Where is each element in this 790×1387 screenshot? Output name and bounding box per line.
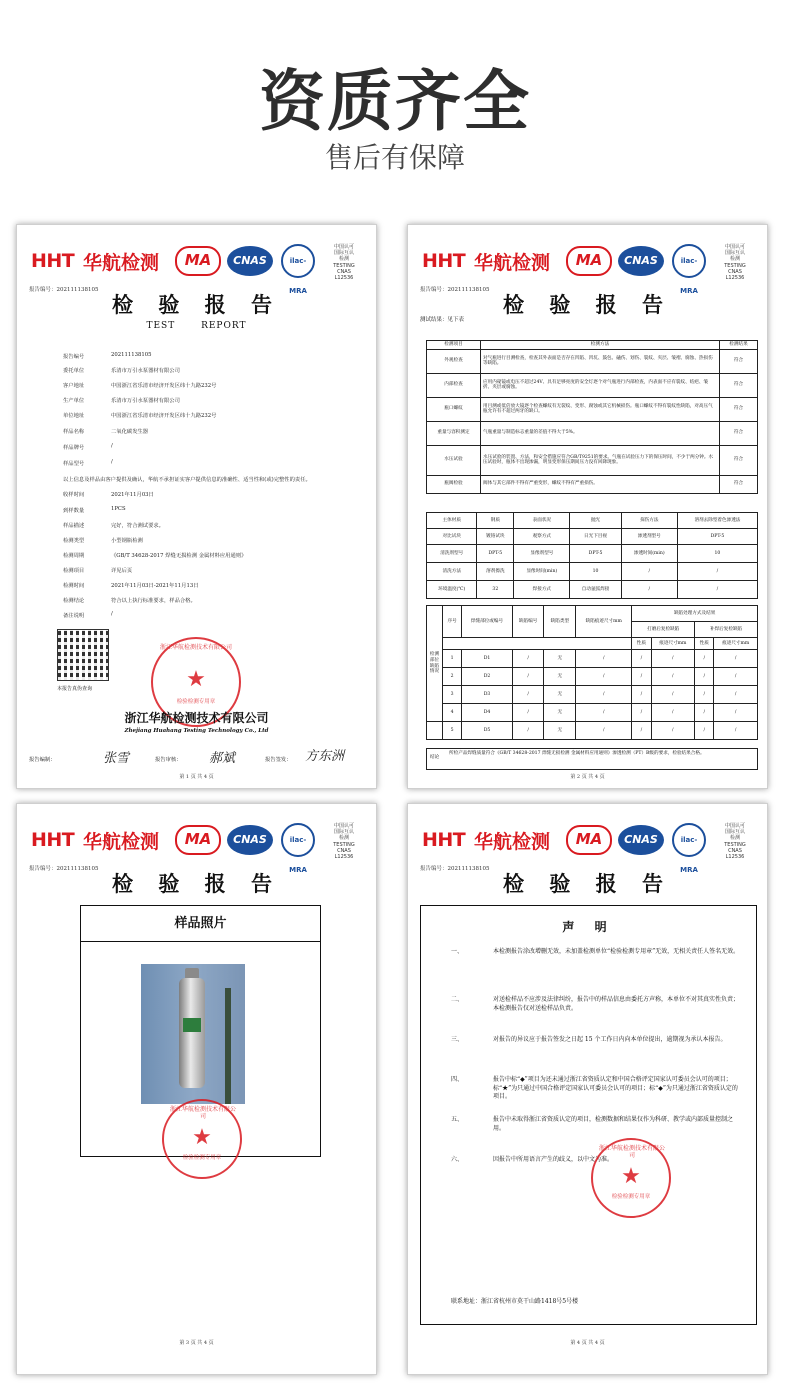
- cnas-accreditation-text: 中国认可 国际互认 检测 TESTING CNAS L12536: [724, 823, 746, 861]
- report-page-2: [407, 224, 768, 789]
- signature: 张雪: [103, 751, 130, 766]
- cma-logo: MA: [566, 825, 612, 855]
- ilac-logo: ilac-MRA: [672, 823, 706, 857]
- table-row: 内部检查 应用内窥镜或电压不超过24V、具有足够亮度的安全灯逐个对气瓶进行内部检查，内表面不应有裂纹、结疤、皱折、夹层或腐蚀。 符合: [427, 373, 758, 397]
- report-title: 检 验 报 告: [112, 871, 281, 896]
- report-title: 检 验 报 告: [503, 871, 672, 896]
- table-row: 5 D5 / 无 / / / / /: [427, 722, 758, 740]
- page-subtitle: 售后有保障: [324, 141, 465, 174]
- table-row: 2 D2 / 无 / / / / /: [427, 668, 758, 686]
- defects-table: 检测部位缺陷情况 序号 焊缝部位或编号 缺陷编号 缺陷类型 缺陷痕迹尺寸mm 缺陷处理方式及结果 打磨后复检缺陷 补焊后复检缺陷 性质 痕迹尺寸mm 性质 痕迹尺寸mm 1 D1 / 无 / / / / / 2 D2 / 无 / / / / / 3 D3 / 无 / / / / / 4 D4 / 无 / / / / / 5 D5 / 无 / / / / /: [426, 605, 758, 740]
- hht-logo: HHT: [422, 250, 466, 272]
- cma-logo: MA: [175, 246, 221, 276]
- table-row: 主体材质 钢质 表面状况 抛光 探伤方法 溶剂去除型着色渗透法: [427, 513, 758, 529]
- page-number: 第 1 页 共 4 页: [179, 774, 214, 780]
- table-row: 瓶口螺纹 用目测或低倍放大镜逐个检查螺纹有无裂纹、变形、腐蚀或其它机械损伤。瓶口螺纹不得有裂纹性缺陷，对高压气瓶允许有不超过两牙的缺口。 符合: [427, 397, 758, 421]
- report-number: 报告编号：202111138105: [29, 287, 99, 293]
- report-page-1: HHT 华航检测 MA CNAS ilac-MRA 中国认可 国际互认 检测 TESTING CNAS L12536 报告编号：202111138105 检 验 报 告 TEST REPORT 报告编号 202111138105 委托单位 乐清市万引水泵器材有限公司 客户地址 中国浙江省乐清市经济开发区纬十九路232号 生产单位 乐清市万引水泵器材有限公司 单位地址 中国浙江省乐清市经济开发区纬十九路232号 样品名称 二氧化碳发生器 样品牌号 / 样品型号 / 以上信息及样品由客户提供及确认，华航不承担证实客户提供信息的准确性、适当性和(或)完整性的责任。 收样时间 2021年11月03日 到样数量 1PCS 样品描述 完好，符合测试要求。 检测类型 小型钢瓶检测 检测周期 《GB/T 34628-2017 焊缝无损检测 金属材料应用通则》 检测项目 详见后页 检测时间 2021年11月03日-2021年11月13日 检测结论 符合以上执行标准要求，样品合格。 备注说明 / 本报告真伪查询 浙江华航检测技术有限公司 ★ 检验检测专用章 浙江华航检测技术有限公司 Zhejiang Huahang Testing Technology Co., Ltd 报告编制： 张雪 报告审核： 郝斌 报告签发： 方东洲 第 1 页 共 4 页: [16, 224, 377, 789]
- cnas-accreditation-text: 中国认可 国际互认 检测 TESTING CNAS L12536: [333, 823, 355, 861]
- sample-photo: [141, 964, 245, 1104]
- table-row: 4 D4 / 无 / / / / /: [427, 704, 758, 722]
- hero-section: [0, 0, 790, 210]
- signature: 郝斌: [209, 751, 236, 766]
- hht-logo: HHT: [422, 829, 466, 851]
- qr-caption: 本报告真伪查询: [57, 686, 93, 692]
- ilac-logo: ilac-MRA: [672, 244, 706, 278]
- cnas-logo: CNAS: [227, 825, 273, 855]
- table-row: 外观检查 对气瓶进行目测检查，检查其外表面是否存在凹陷、凹坑、鼓包、磕伤、划伤、裂纹、夹层、皱褶、腐蚀、热损伤等缺陷。 符合: [427, 349, 758, 373]
- statement-title: 声 明: [562, 920, 615, 934]
- hht-logo: HHT: [31, 250, 75, 272]
- page-number: 第 2 页 共 4 页: [570, 774, 605, 780]
- hht-logo-cn: 华航检测: [83, 831, 160, 853]
- table-row: 清洗剂型号 DPT-5 显像剂型号 DPT-5 渗透时间(min) 10: [427, 545, 758, 563]
- official-seal: 浙江华航检测技术有限公司 ★ 检验检测专用章: [151, 637, 241, 727]
- cnas-logo: CNAS: [618, 246, 664, 276]
- table-row: 性质 痕迹尺寸mm 性质 痕迹尺寸mm: [427, 638, 758, 650]
- table-row: 对比试块 镀铬试块 观察方式 日光下目视 渗透剂型号 DPT-5: [427, 529, 758, 545]
- qr-code[interactable]: [57, 629, 109, 681]
- report-title: 检 验 报 告: [503, 292, 672, 317]
- hht-logo-cn: 华航检测: [83, 252, 160, 274]
- report-page-3: [16, 803, 377, 1375]
- cnas-logo: CNAS: [227, 246, 273, 276]
- official-seal: 浙江华航检测技术有限公司 ★ 检验检测专用章: [162, 1099, 242, 1179]
- cnas-accreditation-text: 中国认可 国际互认 检测 TESTING CNAS L12536: [333, 244, 355, 282]
- hht-logo-cn: 华航检测: [474, 831, 551, 853]
- conclusion: 结论 所检产品焊缝质量符合《GB/T 34628-2017 焊缝无损检测 金属材料应用通则》渗透检测（PT）B级的要求，检验结果合格。: [426, 748, 758, 770]
- table-row: 重量与容积测定 气瓶重量与制造标志重量的差值不得大于5%。 符合: [427, 421, 758, 445]
- inspection-table: 检测项目 检测方法 检测结果 外观检查 对气瓶进行目测检查，检查其外表面是否存在凹陷、凹坑、鼓包、磕伤、划伤、裂纹、夹层、皱褶、腐蚀、热损伤等缺陷。 符合 内部检查 应用内窥镜或电压不超过24V、具有足够亮度的安全灯逐个对气瓶进行内部检查，内表面不应有裂纹、结疤、皱折、夹层或腐蚀。 符合 瓶口螺纹 用目测或低倍放大镜逐个检查螺纹有无裂纹、变形、腐蚀或其它机械损伤。瓶口螺纹不得有裂纹性缺陷，对高压气瓶允许有不超过两牙的缺口。 符合 重量与容积测定 气瓶重量与制造标志重量的差值不得大于5%。 符合 水压试验 水压试验的装置、方法，和安全措施应符合GB/T9251的要求。气瓶在试验压力下的保压时间，不少于两分钟。水压试验时，瓶体不出现渗漏，明显变形保压期间压力没有回降现象。 符合 瓶阀检验 阀体与其它部件不得有严重变形，螺纹不得有严重损伤。 符合: [426, 340, 758, 494]
- report-page-4: [407, 803, 768, 1375]
- photo-title: 样品照片: [81, 906, 320, 942]
- parameters-table: [426, 512, 758, 599]
- cma-logo: MA: [175, 825, 221, 855]
- table-row: 3 D3 / 无 / / / / /: [427, 686, 758, 704]
- table-row: 清洗方法 溶剂擦洗 显像时间(min) 10 / /: [427, 563, 758, 581]
- company-name-en: Zhejiang Huahang Testing Technology Co., Ltd: [124, 728, 269, 734]
- table-row: 环境温度(℃) 32 焊接方式 自动氩弧焊接 / /: [427, 581, 758, 599]
- page-title: 资质齐全: [259, 63, 531, 140]
- report-title: 检 验 报 告: [112, 292, 281, 317]
- result-line: 测试结果：见下表: [420, 317, 465, 323]
- table-row: 水压试验 水压试验的装置、方法，和安全措施应符合GB/T9251的要求。气瓶在试验压力下的保压时间，不少于两分钟。水压试验时，瓶体不出现渗漏，明显变形保压期间压力没有回降现象。 符合: [427, 445, 758, 475]
- page-number: 第 4 页 共 4 页: [570, 1340, 605, 1346]
- hht-logo: HHT: [31, 829, 75, 851]
- official-seal: 浙江华航检测技术有限公司 ★ 检验检测专用章: [591, 1138, 671, 1218]
- statement-box: 声 明 一、 本检测报告涂改增删无效，未加盖检测单位“检验检测专用章”无效，无相关责任人签名无效。 二、 对送检样品不应涉及法律纠纷，报告中的样品信息由委托方声称，本单位不对其真实性负责；本检测报告仅对送检样品负责。 三、 对报告的异议应于报告签发之日起 15 个工作日内向本单位提出，逾期视为承认本报告。 四、 报告中标“◆”项目为还未通过浙江省资质认定和中国合格评定国家认可委员会认可的项目；标“★”为只通过中国合格评定国家认可委员会认可的项目；标“◆”为只通过浙江省资质认定的项目。 五、 报告中未取得浙江省资质认定的项目，检测数据和结果仅作为科研、教学或内部质量控制之用。 六、 因报告中所用语言产生的歧义，以中文为准。 联系地址：浙江省杭州市莫干山路1418号5号楼 浙江华航检测技术有限公司 ★ 检验检测专用章: [420, 905, 757, 1325]
- company-name: 浙江华航检测技术有限公司: [124, 711, 269, 725]
- cnas-logo: CNAS: [618, 825, 664, 855]
- contact-address: 联系地址：浙江省杭州市莫干山路1418号5号楼: [451, 1298, 579, 1305]
- page-number: 第 3 页 共 4 页: [179, 1340, 214, 1346]
- cnas-accreditation-text: 中国认可 国际互认 检测 TESTING CNAS L12536: [724, 244, 746, 282]
- hht-logo-cn: 华航检测: [474, 252, 551, 274]
- table-row: 瓶阀检验 阀体与其它部件不得有严重变形，螺纹不得有严重损伤。 符合: [427, 475, 758, 493]
- ilac-logo: ilac-MRA: [281, 823, 315, 857]
- signature: 方东洲: [305, 749, 345, 764]
- report-number: 报告编号：202111138105: [420, 287, 490, 293]
- table-row: 1 D1 / 无 / / / / /: [427, 650, 758, 668]
- report-title-en: TEST REPORT: [146, 321, 247, 331]
- cma-logo: MA: [566, 246, 612, 276]
- report-number: 报告编号：202111138105: [29, 866, 99, 872]
- ilac-logo: ilac-MRA: [281, 244, 315, 278]
- report-number: 报告编号：202111138105: [420, 866, 490, 872]
